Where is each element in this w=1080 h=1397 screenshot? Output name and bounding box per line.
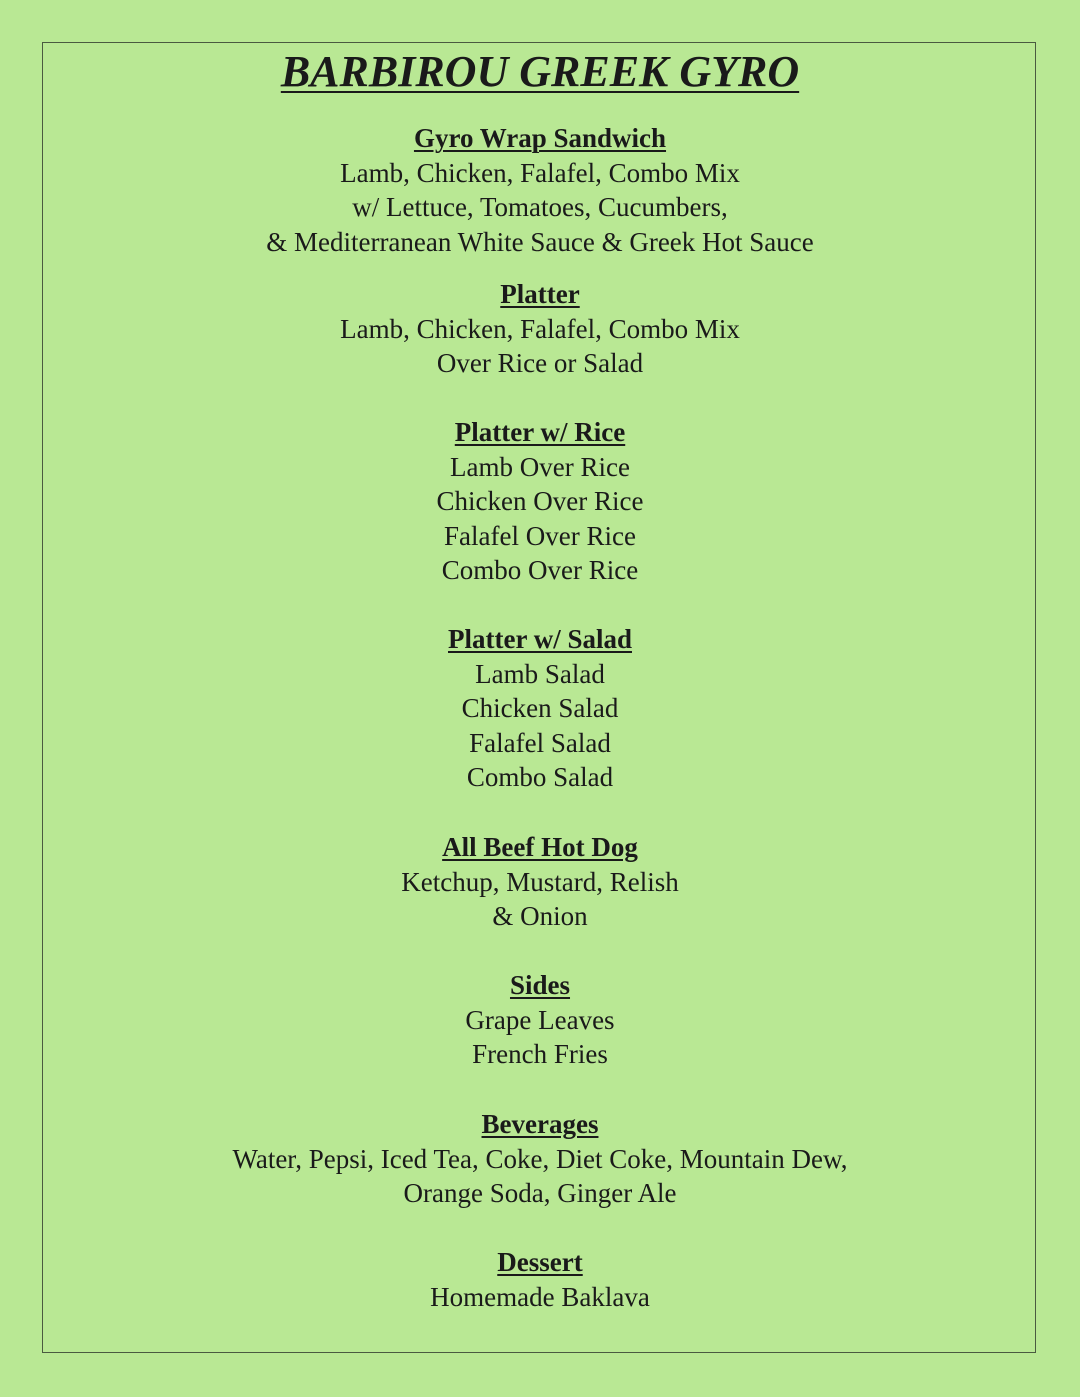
section-platter-salad [0,622,1080,795]
menu-line: w/ Lettuce, Tomatoes, Cucumbers, [352,192,728,223]
menu-line: French Fries [472,1039,608,1070]
section-beverages [0,1107,1080,1211]
section-heading: Platter [500,279,580,309]
menu-line: Chicken Salad [461,693,619,724]
section-heading: Platter w/ Salad [448,624,632,654]
menu-line: Lamb, Chicken, Falafel, Combo Mix [340,157,740,188]
menu-line: Orange Soda, Ginger Ale [403,1178,677,1209]
menu-line: Combo Salad [466,762,614,793]
section-gyro-wrap [0,121,1080,259]
menu-line: Lamb Salad [475,658,605,689]
section-hot-dog [0,830,1080,934]
menu-line: Ketchup, Mustard, Relish [401,866,679,897]
section-heading: Platter w/ Rice [454,417,626,447]
section-heading: Beverages [481,1109,599,1139]
menu-line: Water, Pepsi, Iced Tea, Coke, Diet Coke, Mountain Dew, [232,1143,848,1174]
section-heading: All Beef Hot Dog [442,832,638,862]
menu-line: Homemade Baklava [430,1281,650,1312]
section-heading: Dessert [497,1247,583,1277]
menu-line: Grape Leaves [465,1004,615,1035]
menu-line: & Mediterranean White Sauce & Greek Hot Sauce [266,226,814,257]
section-sides [0,968,1080,1072]
menu-line: Falafel Over Rice [444,520,636,551]
menu-line: & Onion [492,901,588,932]
section-dessert [0,1245,1080,1314]
section-heading: Sides [509,970,571,1000]
menu-title: BARBIROU GREEK GYRO [280,47,800,96]
menu-line: Combo Over Rice [441,555,639,586]
menu-line: Lamb Over Rice [450,451,630,482]
menu-line: Falafel Salad [469,727,611,758]
section-platter-rice [0,415,1080,588]
menu-line: Lamb, Chicken, Falafel, Combo Mix [340,313,740,344]
menu-line: Over Rice or Salad [436,348,644,379]
menu-line: Chicken Over Rice [436,486,644,517]
section-heading: Gyro Wrap Sandwich [413,123,667,153]
section-platter [0,277,1080,381]
